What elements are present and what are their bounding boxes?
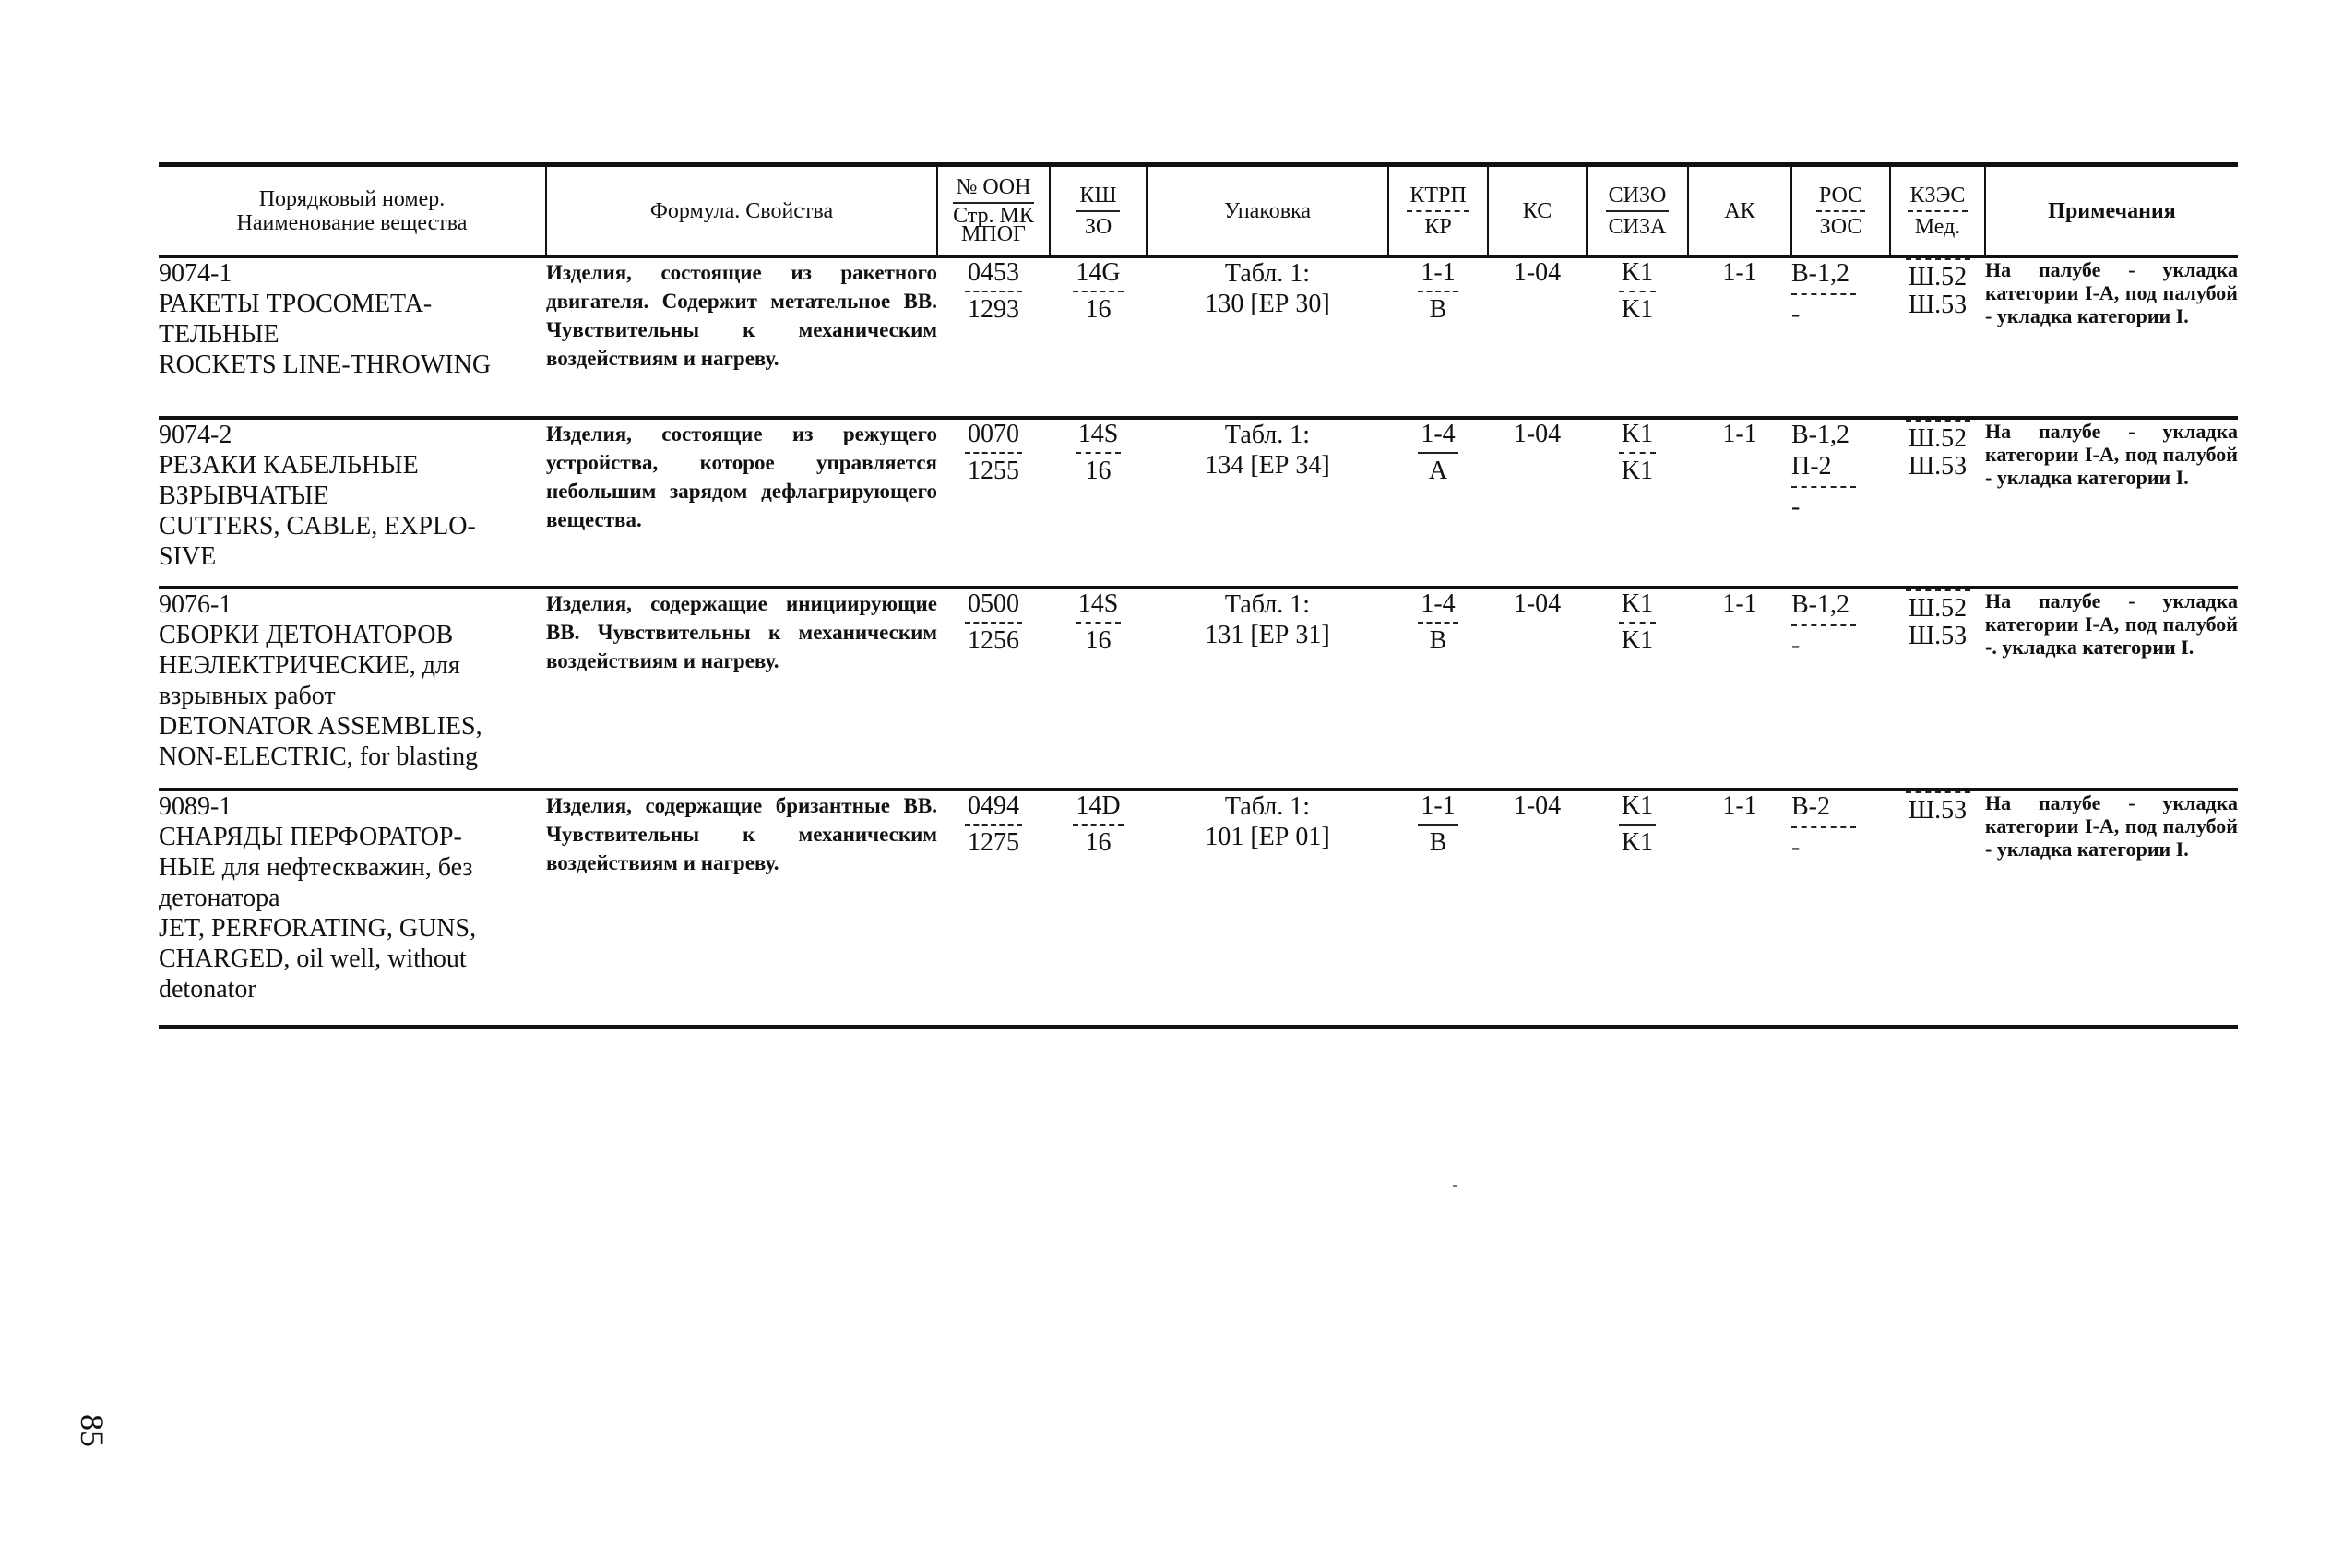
zo-value: 16 — [1085, 295, 1112, 324]
kr-value: B — [1429, 626, 1447, 655]
header-name — [159, 165, 546, 257]
ros-value-2: П-2 — [1791, 452, 1832, 481]
header-ros-bottom: ЗОС — [1819, 214, 1862, 239]
ksh-value: 14S — [1076, 589, 1122, 624]
ktrp-cell — [1388, 588, 1488, 790]
substance-name-line: РАКЕТЫ ТРОСОМЕТА- — [159, 290, 433, 318]
notes: На палубе - укладка категории I-А, под палубой - укладка категории I. — [1985, 790, 2238, 1027]
imdg-page: 1275 — [968, 828, 1019, 857]
substance-number: 9074-2 — [159, 421, 232, 449]
ksh-value: 14S — [1076, 420, 1122, 454]
packing-ref: 134 [ЕР 34] — [1205, 451, 1330, 480]
ros-divider — [1791, 482, 1856, 488]
un-number-cell — [937, 256, 1050, 418]
zo-value: 16 — [1085, 457, 1112, 485]
ros-cell — [1791, 256, 1890, 418]
ktrp-cell — [1388, 418, 1488, 588]
ak-value: 1-1 — [1688, 790, 1791, 1027]
packing-table: Табл. 1: — [1224, 421, 1311, 449]
siza-value: K1 — [1621, 626, 1654, 655]
notes: На палубе - укладка категории I-А, под палубой - укладка категории I. — [1985, 418, 2238, 588]
substance-name-line: JET, PERFORATING, GUNS, — [159, 914, 477, 943]
sizo-cell — [1587, 588, 1688, 790]
header-un-bottom-1: Стр. МК — [953, 204, 1034, 228]
header-sizo-top: СИЗО — [1606, 184, 1670, 212]
ros-divider — [1791, 823, 1856, 828]
zo-value: 16 — [1085, 828, 1112, 857]
substance-number: 9074-1 — [159, 259, 232, 288]
substance-number: 9076-1 — [159, 590, 232, 619]
substance-name-line: CUTTERS, CABLE, EXPLO- — [159, 512, 476, 540]
ktrp-cell — [1388, 790, 1488, 1027]
ktrp-value: 1-4 — [1418, 420, 1457, 454]
header-kzes-bottom: Мед. — [1914, 214, 1961, 239]
un-number: 0500 — [965, 589, 1022, 624]
ksh-value: 14D — [1073, 791, 1123, 826]
header-ks: КС — [1488, 165, 1587, 257]
ros-value: В-1,2 — [1791, 259, 1849, 288]
packing-cell — [1147, 790, 1388, 1027]
ros-value: В-2 — [1791, 792, 1830, 821]
sizo-value: K1 — [1619, 420, 1656, 454]
formula-properties: Изделия, состоящие из режущего устройства, которое управляется небольшим зарядом дефлагрирующего вещества. — [546, 418, 937, 588]
kzes-cell — [1890, 588, 1985, 790]
header-pack: Упаковка — [1147, 165, 1388, 257]
substance-number: 9089-1 — [159, 792, 232, 821]
zos-value: - — [1791, 300, 1801, 328]
kzes-value: Ш.53 — [1908, 622, 1968, 650]
kr-value: B — [1429, 828, 1447, 857]
zos-value: - — [1791, 833, 1801, 861]
header-ros — [1791, 165, 1890, 257]
un-number: 0070 — [965, 420, 1022, 454]
un-number-cell — [937, 790, 1050, 1027]
un-number-cell — [937, 588, 1050, 790]
kr-value: B — [1429, 295, 1447, 324]
kzes-divider — [1906, 589, 1970, 591]
kzes-value: Ш.52 — [1908, 594, 1968, 623]
header-un — [937, 165, 1050, 257]
zos-value: - — [1791, 631, 1801, 659]
ak-value: 1-1 — [1688, 418, 1791, 588]
substance-name-line: СНАРЯДЫ ПЕРФОРАТОР- — [159, 823, 462, 851]
ros-divider — [1791, 290, 1856, 295]
sizo-cell — [1587, 256, 1688, 418]
header-formula: Формула. Свойства — [546, 165, 937, 257]
header-sizo — [1587, 165, 1688, 257]
formula-properties: Изделия, содержащие инициирующие ВВ. Чувствительны к механическим воздействиям и нагреву. — [546, 588, 937, 790]
packing-table: Табл. 1: — [1224, 792, 1311, 821]
packing-ref: 131 [ЕР 31] — [1205, 621, 1330, 649]
ks-value: 1-04 — [1488, 256, 1587, 418]
ksh-cell — [1050, 418, 1147, 588]
ksh-cell — [1050, 256, 1147, 418]
ktrp-value: 1-1 — [1418, 791, 1457, 826]
header-ros-top: РОС — [1816, 184, 1865, 212]
ros-value: В-1,2 — [1791, 421, 1849, 449]
notes: На палубе - укладка категории I-А, под палубой - укладка категории I. — [1985, 256, 2238, 418]
header-name-line-1: Порядковый номер. — [258, 186, 446, 211]
ks-value: 1-04 — [1488, 418, 1587, 588]
header-ktrp-bottom: КР — [1424, 214, 1452, 239]
packing-cell — [1147, 588, 1388, 790]
kzes-value: Ш.53 — [1908, 291, 1968, 319]
imdg-page: 1293 — [968, 295, 1019, 324]
ros-value: В-1,2 — [1791, 590, 1849, 619]
ktrp-cell — [1388, 256, 1488, 418]
packing-ref: 101 [ЕР 01] — [1205, 823, 1330, 851]
substance-name — [159, 790, 546, 1027]
header-ksh-top: КШ — [1076, 184, 1119, 212]
dangerous-goods-table — [159, 162, 2238, 1029]
header-kzes-top: КЗЭС — [1908, 184, 1968, 212]
table-header-row — [159, 165, 2238, 257]
substance-name-line: взрывных работ — [159, 682, 336, 710]
kzes-divider — [1906, 258, 1970, 260]
ks-value: 1-04 — [1488, 588, 1587, 790]
ksh-value: 14G — [1073, 258, 1123, 292]
sizo-value: K1 — [1619, 589, 1656, 624]
formula-properties: Изделия, содержащие бризантные ВВ. Чувствительны к механическим воздействиям и нагреву. — [546, 790, 937, 1027]
substance-name-line: CHARGED, oil well, without — [159, 944, 467, 973]
packing-ref: 130 [ЕР 30] — [1205, 290, 1330, 318]
substance-name-line: РЕЗАКИ КАБЕЛЬНЫЕ — [159, 451, 419, 480]
header-ksh — [1050, 165, 1147, 257]
ak-value: 1-1 — [1688, 588, 1791, 790]
table-row — [159, 256, 2238, 418]
ktrp-value: 1-4 — [1418, 589, 1457, 624]
header-notes: Примечания — [1985, 165, 2238, 257]
scan-speck — [1453, 1185, 1457, 1187]
ros-cell — [1791, 790, 1890, 1027]
siza-value: K1 — [1621, 828, 1654, 857]
kzes-value: Ш.52 — [1908, 424, 1968, 453]
packing-table: Табл. 1: — [1224, 259, 1311, 288]
imdg-page: 1255 — [968, 457, 1019, 485]
substance-name-line: ТЕЛЬНЫЕ — [159, 320, 279, 349]
table-row — [159, 418, 2238, 588]
substance-name-line: НЕЭЛЕКТРИЧЕСКИЕ, для — [159, 651, 460, 680]
zo-value: 16 — [1085, 626, 1112, 655]
un-number-cell — [937, 418, 1050, 588]
ak-value: 1-1 — [1688, 256, 1791, 418]
substance-name-line: СБОРКИ ДЕТОНАТОРОВ — [159, 621, 454, 649]
substance-name-line: detonator — [159, 975, 256, 1004]
substance-name-line: ROCKETS LINE-THROWING — [159, 350, 492, 379]
kzes-divider — [1906, 791, 1970, 793]
un-number: 0453 — [965, 258, 1022, 292]
un-number: 0494 — [965, 791, 1022, 826]
header-sizo-bottom: СИЗА — [1608, 214, 1667, 239]
packing-table: Табл. 1: — [1224, 590, 1311, 619]
kzes-cell — [1890, 790, 1985, 1027]
page-number: 85 — [74, 1414, 111, 1447]
header-ktrp — [1388, 165, 1488, 257]
ros-divider — [1791, 621, 1856, 626]
substance-name-line: ВЗРЫВЧАТЫЕ — [159, 481, 329, 510]
kzes-value: Ш.52 — [1908, 263, 1968, 291]
ktrp-value: 1-1 — [1418, 258, 1457, 292]
ros-cell — [1791, 418, 1890, 588]
kzes-divider — [1906, 420, 1970, 422]
packing-cell — [1147, 256, 1388, 418]
header-name-line-2: Наименование вещества — [236, 210, 468, 235]
header-un-bottom-2: МПОГ — [961, 222, 1026, 246]
substance-name-line: НЫЕ для нефтескважин, без — [159, 853, 473, 882]
ksh-cell — [1050, 790, 1147, 1027]
kzes-value: Ш.53 — [1908, 452, 1968, 481]
kzes-cell — [1890, 418, 1985, 588]
sizo-value: K1 — [1619, 258, 1656, 292]
substance-name — [159, 418, 546, 588]
kzes-value: Ш.53 — [1908, 796, 1968, 825]
substance-name — [159, 588, 546, 790]
header-un-top: № ООН — [953, 175, 1034, 204]
substance-name-line: детонатора — [159, 884, 280, 912]
ksh-cell — [1050, 588, 1147, 790]
imdg-page: 1256 — [968, 626, 1019, 655]
substance-name-line: SIVE — [159, 542, 217, 571]
substance-name-line: NON-ELECTRIC, for blasting — [159, 742, 479, 771]
kzes-cell — [1890, 256, 1985, 418]
table-row — [159, 588, 2238, 790]
sizo-cell — [1587, 418, 1688, 588]
notes: На палубе - укладка категории I-А, под палубой -. укладка категории I. — [1985, 588, 2238, 790]
sizo-cell — [1587, 790, 1688, 1027]
header-kzes — [1890, 165, 1985, 257]
packing-cell — [1147, 418, 1388, 588]
formula-properties: Изделия, состоящие из ракетного двигателя. Содержит метательное ВВ. Чувствительны к механическим воздействиям и нагреву. — [546, 256, 937, 418]
ks-value: 1-04 — [1488, 790, 1587, 1027]
header-ktrp-top: КТРП — [1407, 184, 1469, 212]
siza-value: K1 — [1621, 457, 1654, 485]
siza-value: K1 — [1621, 295, 1654, 324]
ros-cell — [1791, 588, 1890, 790]
substance-name-line: DETONATOR ASSEMBLIES, — [159, 712, 482, 741]
table-row — [159, 790, 2238, 1027]
zos-value: - — [1791, 493, 1801, 521]
substance-name — [159, 256, 546, 418]
kr-value: A — [1428, 457, 1448, 485]
header-ak: АК — [1688, 165, 1791, 257]
sizo-value: K1 — [1619, 791, 1656, 826]
header-ksh-bottom: ЗО — [1084, 214, 1112, 239]
